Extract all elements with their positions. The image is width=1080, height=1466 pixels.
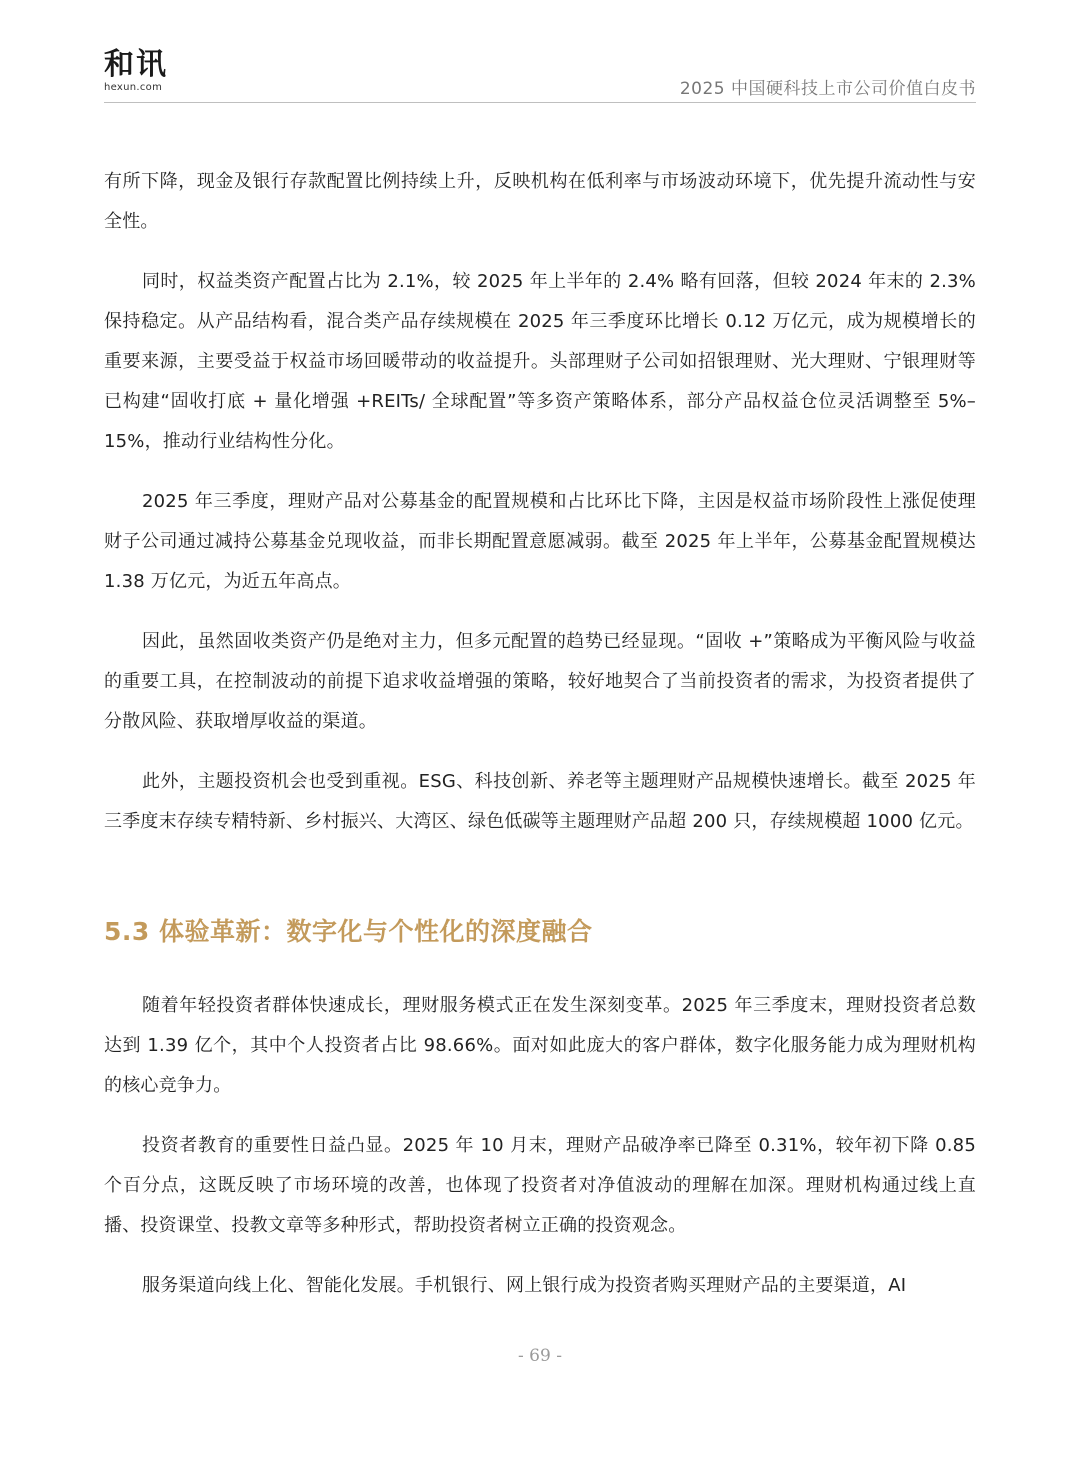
logo-domain: hexun.com (104, 82, 163, 93)
body-paragraph: 有所下降，现金及银行存款配置比例持续上升，反映机构在低利率与市场波动环境下，优先提升流动性与安全性。 (104, 171, 976, 232)
page-number: - 69 - (518, 1346, 562, 1366)
section-heading: 5.3 体验革新：数字化与个性化的深度融合 (104, 917, 593, 946)
body-paragraph: 2025 年三季度，理财产品对公募基金的配置规模和占比环比下降，主因是权益市场阶段性上涨促使理财子公司通过减持公募基金兑现收益，而非长期配置意愿减弱。截至 2025 年上半年，公募基金配置规模达 1.38 万亿元，为近五年高点。 (104, 491, 976, 592)
body-paragraph: 投资者教育的重要性日益凸显。2025 年 10 月末，理财产品破净率已降至 0.31%，较年初下降 0.85 个百分点，这既反映了市场环境的改善，也体现了投资者对净值波动的理解在加深。理财机构通过线上直播、投资课堂、投教文章等多种形式，帮助投资者树立正确的投资观念。 (104, 1135, 976, 1236)
body-paragraph: 此外，主题投资机会也受到重视。ESG、科技创新、养老等主题理财产品规模快速增长。截至 2025 年三季度末存续专精特新、乡村振兴、大湾区、绿色低碳等主题理财产品超 200 只，存续规模超 1000 亿元。 (104, 771, 976, 832)
logo-mark: 和讯 (104, 47, 168, 82)
page-body (104, 162, 976, 1326)
body-paragraph: 随着年轻投资者群体快速成长，理财服务模式正在发生深刻变革。2025 年三季度末，理财投资者总数达到 1.39 亿个，其中个人投资者占比 98.66%。面对如此庞大的客户群体，数字化服务能力成为理财机构的核心竞争力。 (104, 995, 976, 1096)
body-paragraph: 同时，权益类资产配置占比为 2.1%，较 2025 年上半年的 2.4% 略有回落，但较 2024 年末的 2.3% 保持稳定。从产品结构看，混合类产品存续规模在 2025 年三季度环比增长 0.12 万亿元，成为规模增长的重要来源，主要受益于权益市场回暖带动的收益提升。头部理财子公司如招银理财、光大理财、宁银理财等已构建“固收打底 + 量化增强 +REITs/ 全球配置”等多资产策略体系，部分产品权益仓位灵活调整至 5%–15%，推动行业结构性分化。 (104, 271, 976, 452)
page-header (0, 0, 1080, 110)
hexun-logo (104, 48, 178, 94)
body-paragraph: 因此，虽然固收类资产仍是绝对主力，但多元配置的趋势已经显现。“固收 +”策略成为平衡风险与收益的重要工具，在控制波动的前提下追求收益增强的策略，较好地契合了当前投资者的需求，为投资者提供了分散风险、获取增厚收益的渠道。 (104, 631, 976, 732)
document-title: 2025 中国硬科技上市公司价值白皮书 (679, 79, 976, 99)
header-divider (104, 102, 976, 103)
body-paragraph: 服务渠道向线上化、智能化发展。手机银行、网上银行成为投资者购买理财产品的主要渠道，AI (142, 1275, 907, 1296)
